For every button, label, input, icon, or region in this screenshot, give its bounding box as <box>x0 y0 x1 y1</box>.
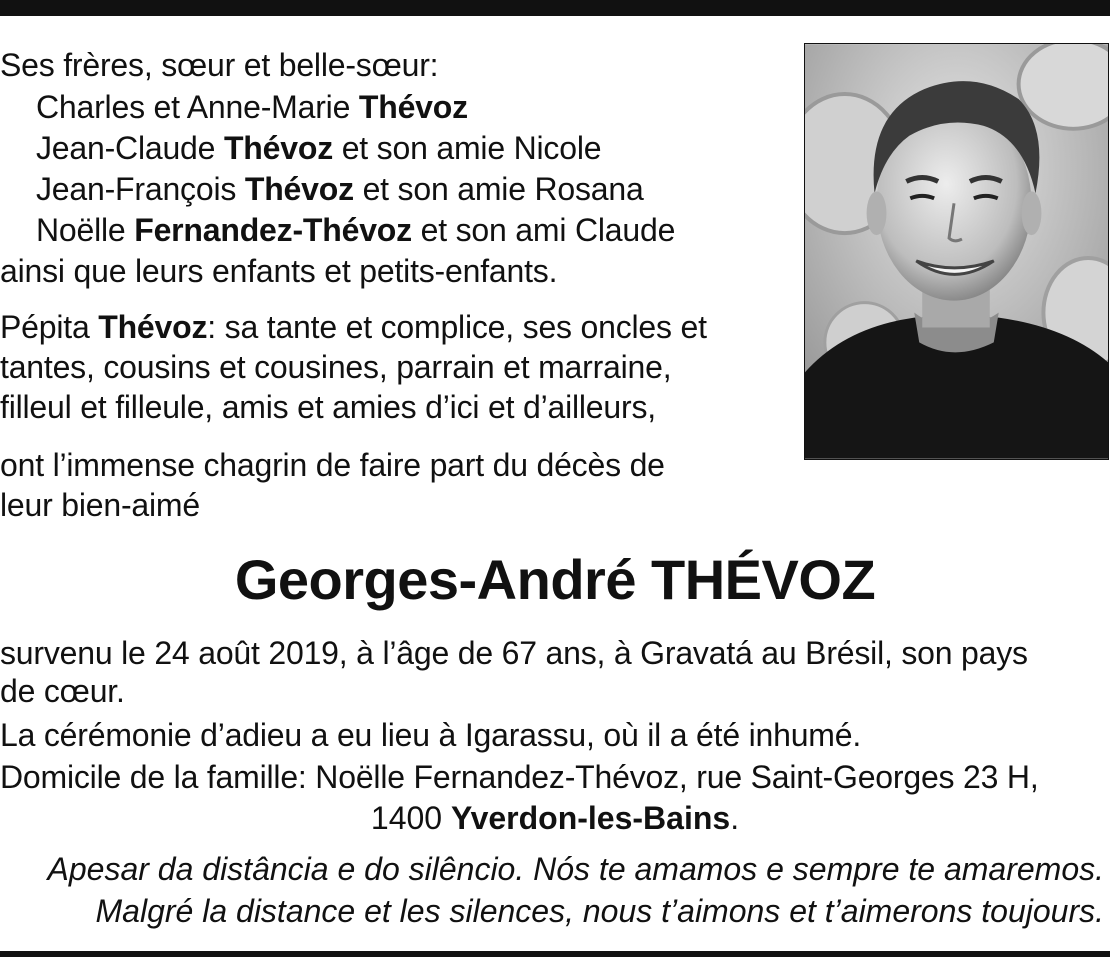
top-rule <box>0 0 1110 16</box>
deceased-name: Georges-André THÉVOZ <box>234 548 876 611</box>
children-line: ainsi que leurs enfants et petits-enfants. <box>0 253 558 289</box>
family-member-1: Charles et Anne-Marie Thévoz <box>36 89 468 125</box>
portrait-photo-icon <box>804 43 1109 460</box>
intro-line: Ses frères, sœur et belle-sœur: <box>0 47 439 83</box>
pepita-line-1: Pépita Thévoz: sa tante et complice, ses oncles et <box>0 309 707 345</box>
pepita-line-2: tantes, cousins et cousines, parrain et marraine, <box>0 349 672 385</box>
details-line-4: Domicile de la famille: Noëlle Fernandez-Thévoz, rue Saint-Georges 23 H, <box>0 759 1039 795</box>
family-member-4: Noëlle Fernandez-Thévoz et son ami Claude <box>36 212 676 248</box>
pepita-line-3: filleul et filleule, amis et amies d’ici et d’ailleurs, <box>0 389 656 425</box>
details-line-3: La cérémonie d’adieu a eu lieu à Igarassu, où il a été inhumé. <box>0 717 862 753</box>
family-member-2: Jean-Claude Thévoz et son amie Nicole <box>36 130 602 166</box>
bottom-rule <box>0 951 1110 957</box>
family-member-3: Jean-François Thévoz et son amie Rosana <box>36 171 644 207</box>
announce-line-1: ont l’immense chagrin de faire part du décès de <box>0 447 665 483</box>
quote-portuguese: Apesar da distância e do silêncio. Nós te amamos e sempre te amaremos. <box>47 851 1104 887</box>
portrait-photo-drawing <box>805 44 1108 459</box>
announce-line-2: leur bien-aimé <box>0 487 200 523</box>
details-line-2: de cœur. <box>0 673 125 709</box>
quote-french: Malgré la distance et les silences, nous t’aimons et t’aimerons toujours. <box>95 893 1104 929</box>
details-line-1: survenu le 24 août 2019, à l’âge de 67 ans, à Gravatá au Brésil, son pays <box>0 635 1028 671</box>
details-line-5: 1400 Yverdon-les-Bains. <box>370 800 740 836</box>
